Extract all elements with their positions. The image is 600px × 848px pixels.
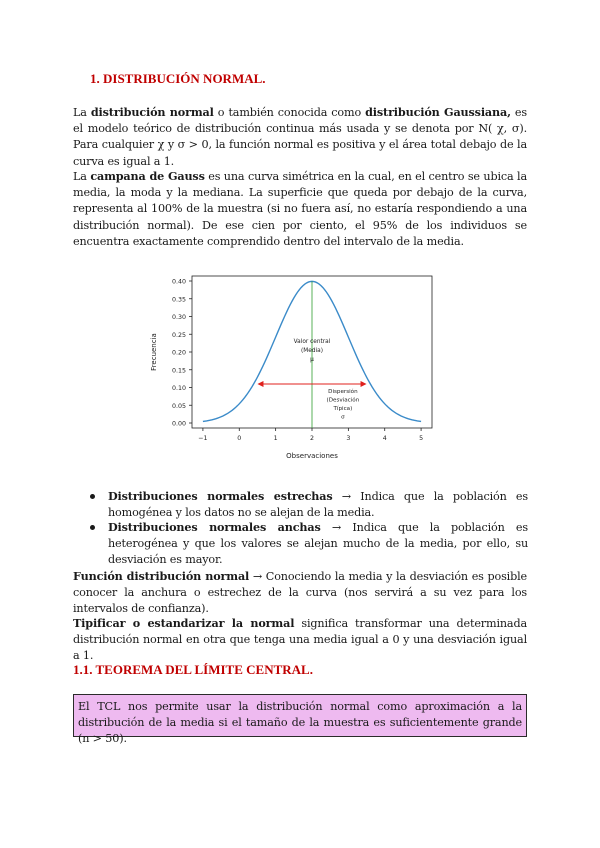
x-tick-label: 2 (309, 435, 315, 442)
bullet-dot (90, 494, 95, 499)
arrowhead-right (361, 381, 367, 387)
bullet-item-narrow (108, 488, 528, 521)
text: es el modelo teórico de distribución continua más usada y se denota por N( χ, σ). Para cualquier χ y σ > 0, la función normal es positiva y el área total debajo de la curva es igual a 1. (73, 106, 527, 168)
bullet-dot (90, 525, 95, 530)
y-tick-label: 0.25 (171, 331, 186, 339)
text: o también conocida como (213, 106, 366, 119)
bold-term: distribución normal (90, 105, 214, 119)
y-tick-label: 0.40 (171, 278, 186, 286)
y-tick-label: 0.10 (171, 385, 186, 392)
dispersion-annotation: Dispersión (328, 388, 358, 395)
subsection-heading: 1.1. TEOREMA DEL LÍMITE CENTRAL. (73, 662, 313, 677)
paragraph-standardize (73, 615, 527, 665)
bold-term: Distribuciones normales estrechas (108, 489, 333, 503)
paragraph-distribution-function (73, 568, 527, 618)
bold-term: Distribuciones normales anchas (108, 520, 321, 534)
bold-term: Tipificar o estandarizar la normal (73, 616, 295, 630)
bold-term: campana de Gauss (90, 169, 205, 183)
y-tick-label: 0.05 (171, 402, 186, 410)
y-tick-label: 0.20 (171, 349, 186, 357)
x-tick-label: 1 (273, 435, 278, 442)
text: La (73, 106, 91, 119)
mean-annotation: (Media) (301, 348, 323, 355)
arrowhead-left (257, 381, 263, 387)
x-tick-label: 5 (419, 435, 424, 442)
paragraph-gauss-bell (73, 168, 527, 250)
y-tick-label: 0.00 (171, 420, 186, 428)
y-axis-label: Frecuencia (150, 333, 158, 371)
paragraph-normal-definition (73, 104, 527, 170)
y-tick-label: 0.15 (171, 367, 186, 375)
text: es una curva simétrica en la cual, en el centro se ubica la media, la moda y la mediana. La superficie que queda por debajo de la curva, representa al 100% de la muestra (si no fuera así, no estaría respondiendo a una distribución normal). De ese cien por ciento, el 95% de los individuos se encuentra exactamente comprendido dentro del intervalo de la media. (73, 170, 527, 248)
gauss-chart (140, 268, 440, 466)
x-tick-label: 4 (382, 435, 387, 442)
y-tick-label: 0.30 (171, 314, 186, 321)
x-tick-label: −1 (198, 435, 208, 442)
bold-term: Función distribución normal (73, 569, 250, 583)
text: La (73, 170, 91, 183)
text: → Conociendo la media y la desviación es posible conocer la anchura o estrechez de la curva (nos servirá a su vez para los intervalos de confianza). (73, 570, 527, 616)
text: → Indica que la población es heterogénea y que los valores se alejan mucho de la media, por ello, su desviación es mayor. (108, 521, 528, 567)
mean-annotation: μ (310, 357, 314, 364)
highlight-box (73, 694, 527, 746)
highlight-box-text: El TCL nos permite usar la distribución normal como aproximación a la distribución de la media si el tamaño de la muestra es suficientemente grande (n > 50). (78, 700, 522, 746)
text: → Indica que la población es homogénea y los datos no se alejan de la media. (108, 490, 528, 520)
x-axis-label: Observaciones (286, 452, 338, 460)
mean-annotation: Valor central (293, 339, 331, 346)
bullet-item-wide (108, 519, 528, 569)
dispersion-annotation: σ (341, 414, 345, 421)
y-tick-label: 0.35 (171, 296, 186, 304)
text: significa transformar una determinada distribución normal en otra que tenga una media igual a 0 y una desviación igual a 1. (73, 617, 527, 663)
bold-term: distribución Gaussiana, (365, 105, 511, 119)
dispersion-annotation: Típica) (333, 405, 353, 412)
x-tick-label: 3 (346, 435, 351, 442)
section-heading: 1. DISTRIBUCIÓN NORMAL. (90, 71, 266, 86)
dispersion-annotation: (Desviación (326, 397, 360, 404)
x-tick-label: 0 (237, 435, 242, 442)
